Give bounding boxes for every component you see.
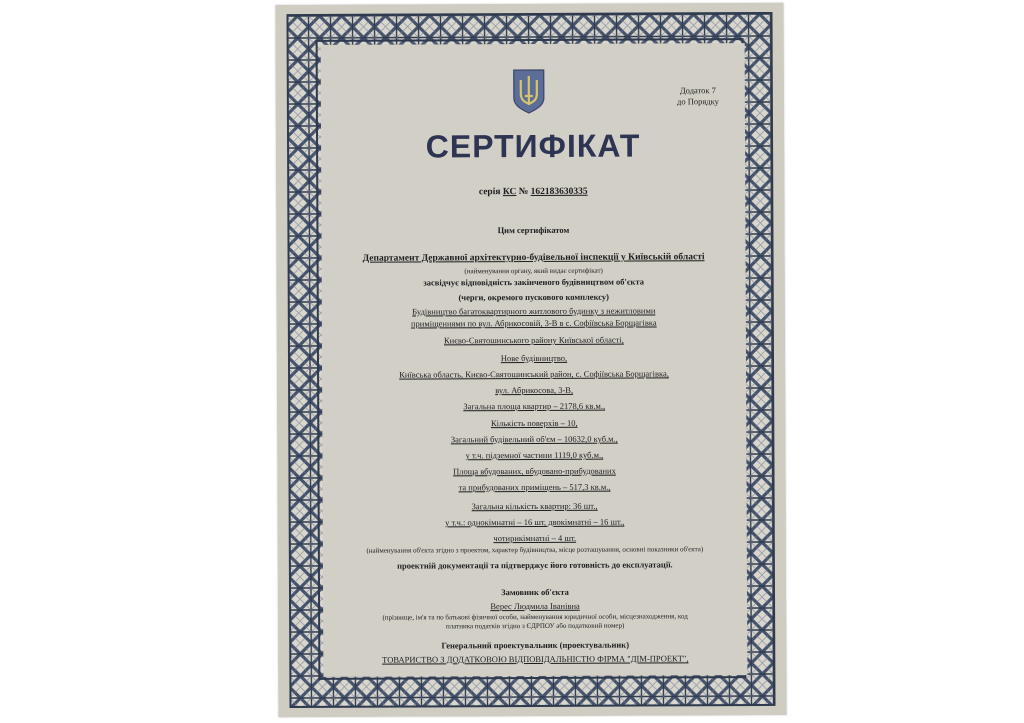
certifies-line-1: засвідчує відповідність закінченого будівництвом об'єкта [423, 276, 644, 288]
object-line: Київська область, Києво-Святошинський район, с. Софіївська Борщагівка, [399, 368, 669, 380]
intro-text: Цим сертифікатом [497, 224, 570, 236]
object-line: Кількість поверхів – 10, [490, 417, 578, 429]
object-line: Загальна кількість квартир: 36 шт., [471, 500, 598, 512]
object-line: Загальний будівельний об'єм – 10632,0 куб.м., [450, 433, 618, 445]
object-line: Будівництво багатоквартирного житлового будинку з нежитловими [412, 305, 656, 317]
object-line: приміщеннями по вул. Абрикосовій, 3-В в с. Софіївська Борщагівка [410, 317, 657, 329]
series-number: 162183630335 [530, 186, 588, 197]
appendix-line-2: до Порядку [677, 96, 719, 107]
object-line: Києво-Святошинського району Київської області, [443, 334, 624, 346]
certificate-body [321, 43, 748, 677]
customer-caption-line-1: (прізвище, ім'я та по батькові фізичної особи, найменування юридичної особи, місцезнаходження, код [382, 612, 688, 622]
certificate-sheet [275, 3, 786, 717]
object-line: у т.ч.: однокімнатні – 16 шт, двокімнатні – 16 шт., [445, 516, 625, 528]
issuer-caption: (найменування органу, який видає сертифікат) [464, 266, 603, 276]
certifies-line-2: (черги, окремого пускового комплексу) [458, 291, 610, 303]
issuer-name: Департамент Державної архітектурно-будівельної інспекції у Київській області [362, 252, 705, 264]
appendix-line-1: Додаток 7 [679, 85, 716, 96]
designer-heading: Генеральний проектувальник (проектувальник) [441, 639, 630, 651]
series-code: КС [502, 187, 517, 198]
series-line [321, 186, 745, 198]
appendix-note [677, 85, 719, 107]
certificate-title: СЕРТИФІКАТ [425, 127, 641, 165]
object-line: та прибудованих приміщень – 517,3 кв.м., [458, 481, 611, 493]
customer-heading: Замовник об'єкта [501, 586, 569, 598]
object-line: Нове будівництво, [500, 352, 568, 364]
number-sign: № [518, 187, 529, 198]
designer-name: ТОВАРИСТВО З ДОДАТКОВОЮ ВІДПОВІДАЛЬНІСТЮ ФІРМА "ДІМ-ПРОЕКТ", [382, 653, 689, 665]
customer-caption-line-2: платника податків згідно з ЄДРПОУ або податковий номер) [445, 621, 625, 631]
object-line: вул. Абрикосова, 3-В, [495, 384, 574, 396]
object-caption: (найменування об'єкта згідно з проектом, характер будівництва, місце розташування, основні показники об'єкта) [366, 545, 704, 555]
conformity-text: проектній документації та підтверджує його готовність до експлуатації. [397, 559, 673, 571]
customer-name: Верес Людмила Іванівна [490, 600, 580, 612]
object-line: у т.ч. підземної частини 1119,0 куб.м., [465, 449, 604, 461]
series-label: серія [478, 187, 501, 198]
object-line: чотирикімнатні – 4 шт. [493, 532, 577, 544]
trident-coat-of-arms-icon [511, 68, 547, 114]
object-line: Площа вбудованих, вбудовано-прибудованих [453, 465, 616, 477]
object-line: Загальна площа квартир – 2178,6 кв.м., [463, 400, 606, 412]
